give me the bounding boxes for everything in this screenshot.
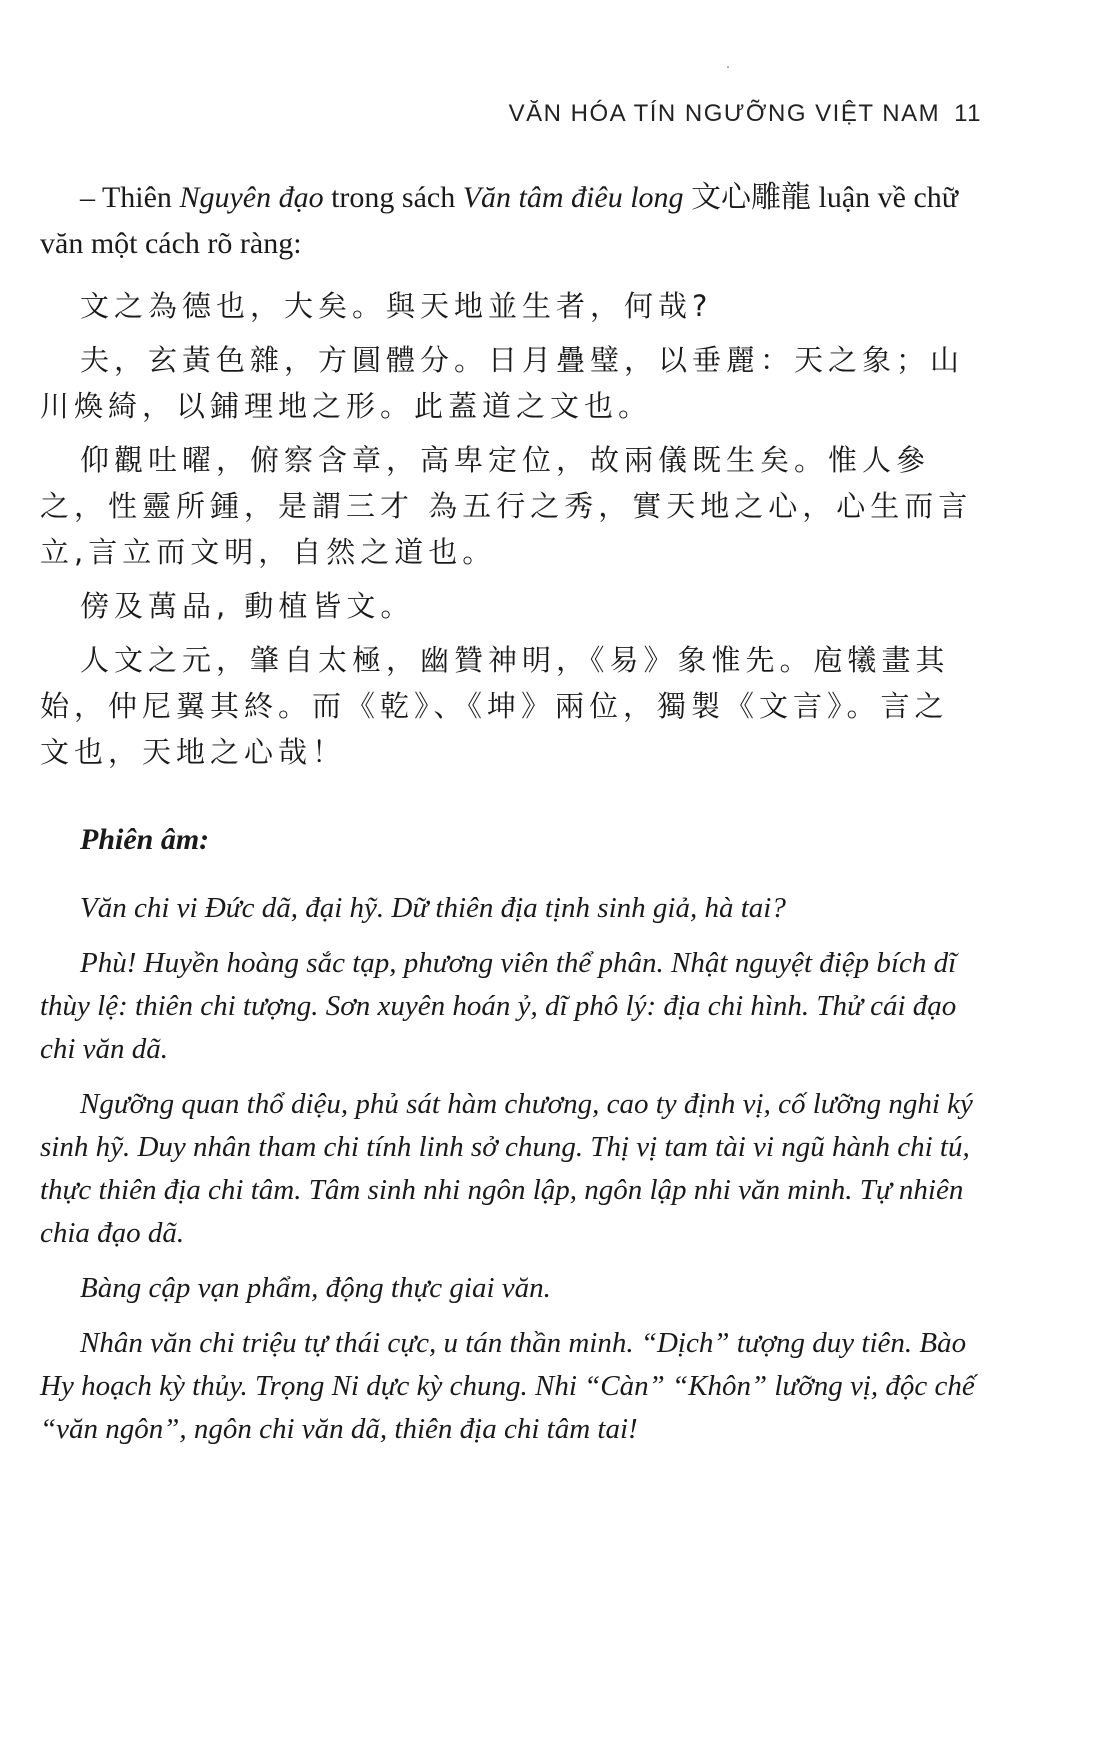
intro-paragraph	[40, 175, 980, 267]
classical-chinese-passage	[40, 283, 980, 775]
running-header	[509, 100, 982, 128]
phien-am-paragraph: Ngưỡng quan thổ diệu, phủ sát hàm chương, cao ty định vị, cố lưỡng nghi ký sinh hỹ. Duy nhân tham chi tính linh sở chung. Thị vị tam tài vi ngũ hành chi tú, thực thiên địa chi tâm. Tâm sinh nhi ngôn lập, ngôn lập nhi văn minh. Tự nhiên chia đạo dã.	[40, 1088, 973, 1249]
intro-text: – Thiên	[80, 181, 180, 214]
intro-text: 文心雕龍 luận về chữ văn một cách rõ ràng:	[40, 181, 959, 260]
phien-am-paragraph: Bàng cập vạn phẩm, động thực giai văn.	[80, 1272, 551, 1304]
book-title: VĂN HÓA TÍN NGƯỠNG VIỆT NAM	[508, 100, 941, 127]
hanzi-paragraph: 仰觀吐曜，俯察含章，高卑定位，故兩儀既生矣。惟人參之，性靈所鍾，是謂三才 為五行之秀，實天地之心，心生而言立,言立而文明，自然之道也。	[40, 443, 973, 569]
hanzi-paragraph: 文之為德也，大矣。與天地並生者，何哉?	[80, 289, 713, 323]
phien-am-heading: Phiên âm:	[80, 823, 210, 856]
hanzi-paragraph: 傍及萬品, 動植皆文。	[80, 589, 415, 623]
phien-am-passage	[40, 887, 980, 1451]
phien-am-paragraph: Văn chi vi Đức dã, đại hỹ. Dữ thiên địa tịnh sinh giả, hà tai?	[80, 892, 786, 924]
intro-text: trong sách	[323, 181, 463, 214]
page-number: 11	[954, 100, 982, 127]
hanzi-paragraph: 夫，玄黃色雜，方圓體分。日月疊璧，以垂麗：天之象；山川煥綺，以鋪理地之形。此蓋道之文也。	[40, 343, 965, 423]
phien-am-paragraph: Nhân văn chi triệu tự thái cực, u tán thần minh. “Dịch” tượng duy tiên. Bào Hy hoạch kỳ thủy. Trọng Ni dực kỳ chung. Nhi “Càn” “Khôn” lưỡng vị, độc chế “văn ngôn”, ngôn chi văn dã, thiên địa chi tâm tai!	[40, 1327, 975, 1445]
phien-am-paragraph: Phù! Huyền hoàng sắc tạp, phương viên thể phân. Nhật nguyệt điệp bích dĩ thùy lệ: thiên chi tượng. Sơn xuyên hoán ỷ, dĩ phô lý: địa chi hình. Thử cái đạo chi văn dã.	[40, 947, 957, 1065]
print-speck	[727, 66, 729, 68]
book-name: Văn tâm điêu long	[462, 181, 684, 214]
page-body	[40, 175, 980, 1463]
chapter-name: Nguyên đạo	[179, 181, 324, 214]
hanzi-paragraph: 人文之元，肇自太極，幽贊神明，《易》象惟先。庖犧畫其始，仲尼翼其終。而《乾》、《坤》兩位，獨製《文言》。言之文也，天地之心哉！	[40, 643, 950, 769]
